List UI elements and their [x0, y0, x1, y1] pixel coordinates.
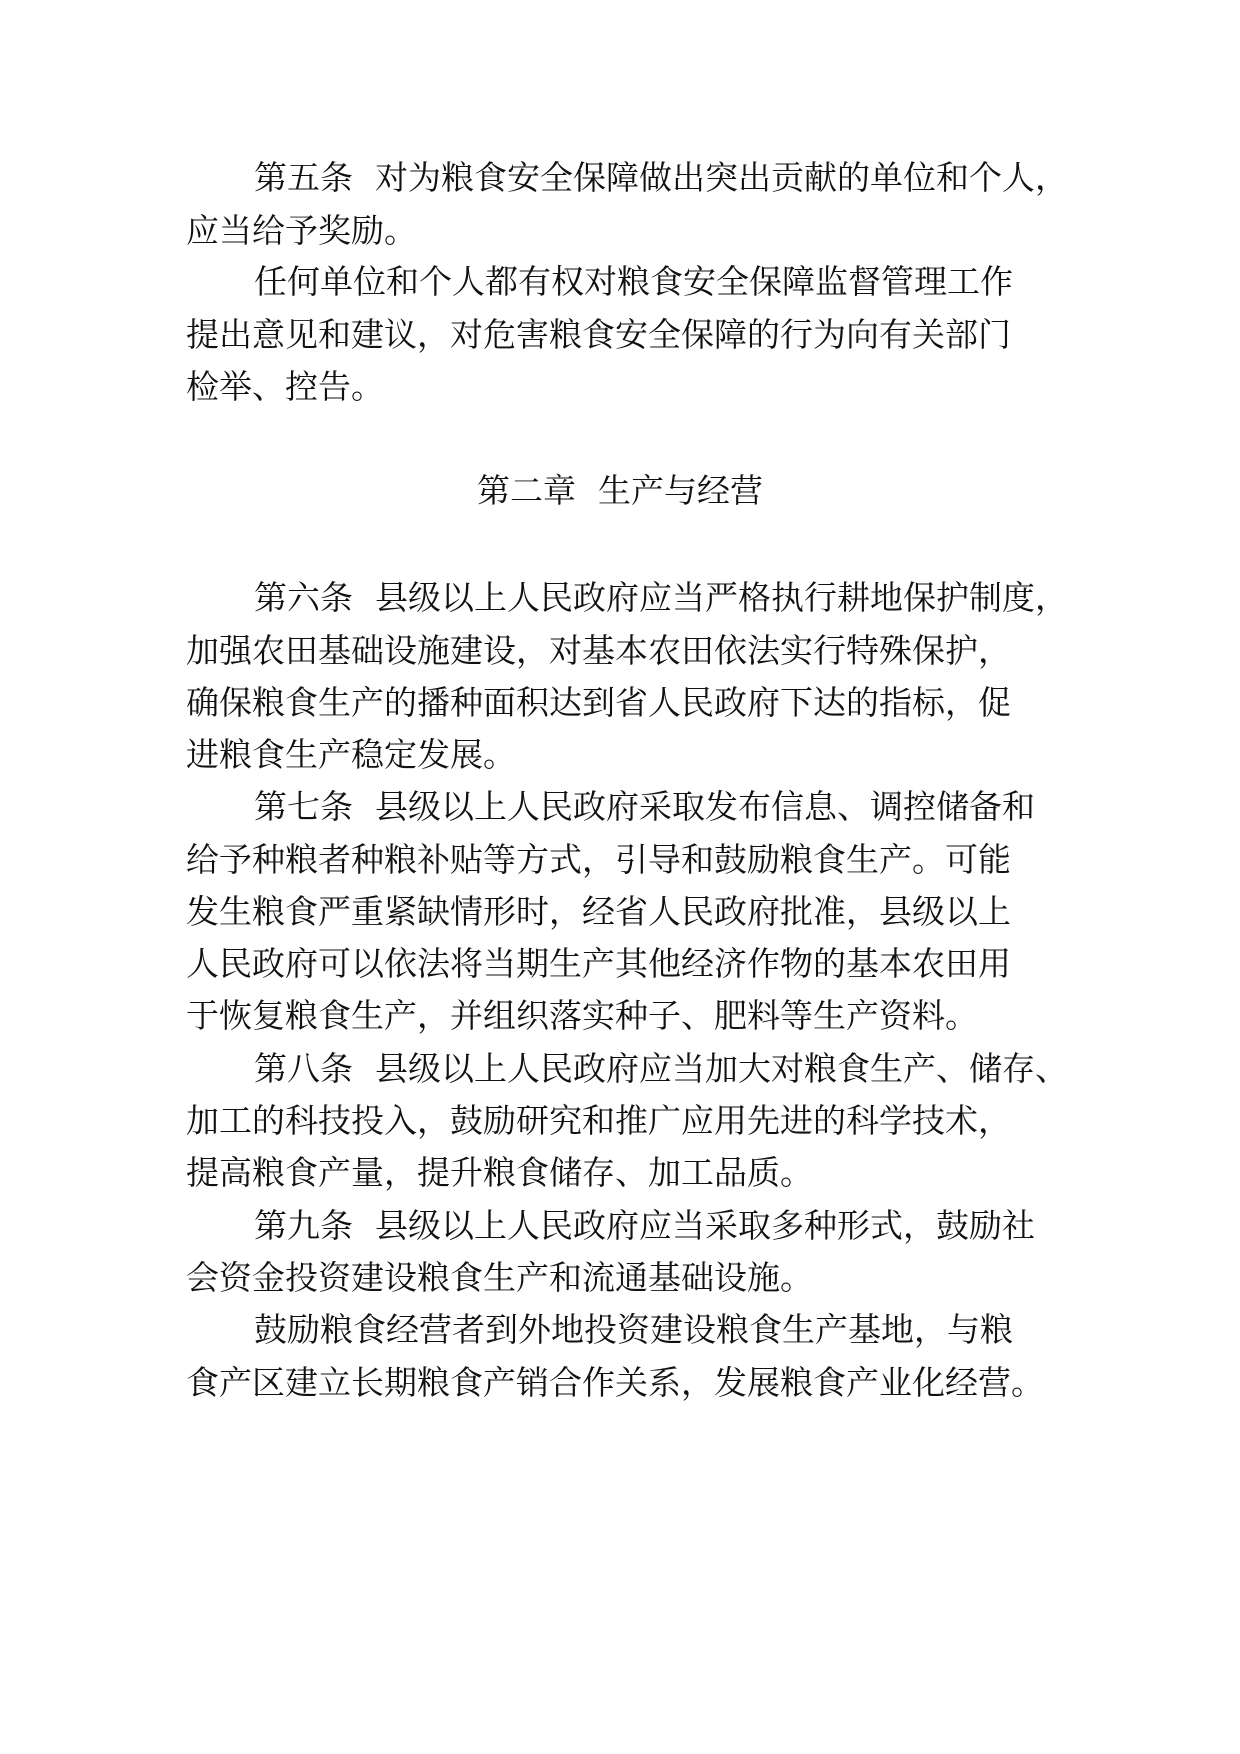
article-7-line-5: 于恢复粮食生产，并组织落实种子、肥料等生产资料。	[186, 996, 978, 1035]
article-5-p2-line-2: 提出意见和建议，对危害粮食安全保障的行为向有关部门	[186, 315, 1011, 354]
article-5-text-1: 对为粮食安全保障做出突出贡献的单位和个人，	[375, 158, 1068, 197]
article-9-text-1: 县级以上人民政府应当采取多种形式，鼓励社	[375, 1206, 1035, 1245]
article-5-line-1	[254, 158, 1068, 198]
article-6-line-1	[254, 578, 1068, 618]
article-8-line-3: 提高粮食产量，提升粮食储存、加工品质。	[186, 1153, 813, 1192]
article-9-p2-line-1: 鼓励粮食经营者到外地投资建设粮食生产基地，与粮	[254, 1310, 1013, 1349]
article-6-text-1: 县级以上人民政府应当严格执行耕地保护制度，	[375, 578, 1068, 617]
article-7-line-4: 人民政府可以依法将当期生产其他经济作物的基本农田用	[186, 944, 1011, 983]
article-9-number: 第九条	[254, 1206, 353, 1245]
article-6-line-4: 进粮食生产稳定发展。	[186, 735, 516, 774]
article-6-line-2: 加强农田基础设施建设，对基本农田依法实行特殊保护，	[186, 631, 1011, 670]
chapter-number: 第二章	[477, 471, 576, 510]
chapter-title: 生产与经营	[598, 471, 763, 510]
article-9-p2-line-2: 食产区建立长期粮食产销合作关系，发展粮食产业化经营。	[186, 1363, 1044, 1402]
article-7-line-2: 给予种粮者种粮补贴等方式，引导和鼓励粮食生产。可能	[186, 840, 1011, 879]
article-6-line-3: 确保粮食生产的播种面积达到省人民政府下达的指标，促	[186, 683, 1011, 722]
article-7-number: 第七条	[254, 787, 353, 826]
article-7-line-1	[254, 787, 1035, 827]
article-9-line-2: 会资金投资建设粮食生产和流通基础设施。	[186, 1258, 813, 1297]
article-5-p2-line-1: 任何单位和个人都有权对粮食安全保障监督管理工作	[254, 262, 1013, 301]
article-5-line-2: 应当给予奖励。	[186, 211, 417, 250]
article-7-line-3: 发生粮食严重紧缺情形时，经省人民政府批准，县级以上	[186, 892, 1011, 931]
article-8-number: 第八条	[254, 1049, 353, 1088]
chapter-heading	[0, 471, 1240, 511]
article-5-p2-line-3: 检举、控告。	[186, 367, 384, 406]
article-8-line-1	[254, 1049, 1068, 1089]
article-8-line-2: 加工的科技投入，鼓励研究和推广应用先进的科学技术，	[186, 1101, 1011, 1140]
article-9-line-1	[254, 1206, 1035, 1246]
article-7-text-1: 县级以上人民政府采取发布信息、调控储备和	[375, 787, 1035, 826]
article-8-text-1: 县级以上人民政府应当加大对粮食生产、储存、	[375, 1049, 1068, 1088]
article-6-number: 第六条	[254, 578, 353, 617]
article-5-number: 第五条	[254, 158, 353, 197]
